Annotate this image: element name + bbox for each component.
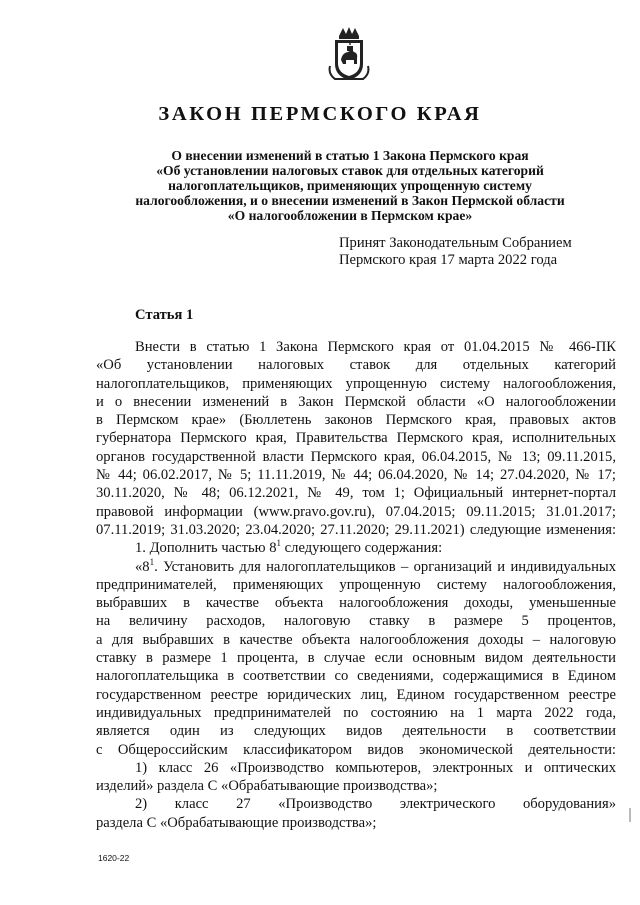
body-line: налогоплательщиков, применяющих упрощенную систему налогообложения, — [96, 375, 616, 392]
body-line: налогоплательщика в соответствии со сведениями, содержащимися в Едином — [96, 668, 616, 685]
subitem-1: 1) класс 26 «Производство компьютеров, электронных и оптических — [135, 759, 616, 776]
article-body — [96, 338, 616, 832]
adoption-note — [339, 235, 572, 269]
item-1-suffix: следующего содержания: — [281, 540, 443, 557]
subtitle-line: «Об установлении налоговых ставок для отдельных категорий — [156, 163, 544, 178]
body-line: раздела C «Обрабатывающие производства»; — [96, 814, 377, 831]
article-heading: Статья 1 — [135, 307, 194, 323]
part-8-text: . Установить для налогоплательщиков – организаций и индивидуальных — [154, 558, 616, 575]
body-line: 30.11.2020, № 48; 06.12.2021, № 49, том 1; Официальный интернет-портал — [96, 485, 616, 502]
item-1-prefix: 1. Дополнить частью 8 — [135, 540, 277, 557]
item-1-superscript: 1 — [276, 538, 282, 549]
body-line: Внести в статью 1 Закона Пермского края от 01.04.2015 № 466-ПК — [135, 339, 616, 355]
body-line: является один из следующих видов деятельности в соответствии — [96, 723, 616, 740]
body-line: предпринимателей, применяющих упрощенную систему налогообложения, — [96, 576, 616, 593]
body-line: органов государственной власти Пермского края, 06.04.2015, № 13; 09.11.2015, — [96, 448, 616, 465]
part-8-1-line — [96, 558, 616, 576]
subtitle-line: «О налогообложении в Пермском крае» — [227, 208, 473, 223]
body-line: а для выбравших в качестве объекта налогообложения доходы – налоговую — [96, 631, 616, 648]
body-line: индивидуальных предпринимателей по состоянию на 1 марта 2022 года, — [96, 704, 616, 721]
body-line: № 44; 06.02.2017, № 5; 11.11.2019, № 44; 06.04.2020, № 14; 27.04.2020, № 17; — [96, 467, 616, 484]
coat-of-arms-icon — [327, 26, 371, 82]
body-line: и о внесении изменений в Закон Пермской области «О налогообложении — [96, 393, 616, 410]
adoption-line-2: Пермского края 17 марта 2022 года — [339, 252, 558, 268]
subtitle-line: налогообложения, и о внесении изменений в Закон Пермской области — [135, 193, 565, 208]
subtitle-line: налогоплательщиков, применяющих упрощенную систему — [168, 178, 532, 193]
body-line: государственном реестре юридических лиц, Едином государственном реестре — [96, 686, 616, 703]
adoption-line-1: Принят Законодательным Собранием — [339, 235, 572, 251]
body-line: ставку в размере 1 процента, в случае если основным видом деятельности — [96, 650, 616, 667]
body-line: губернатора Пермского края, Правительства Пермского края, исполнительных — [96, 430, 616, 447]
part-8-open: «8 — [135, 558, 150, 575]
body-line: изделий» раздела C «Обрабатывающие производства»; — [96, 778, 438, 795]
subtitle-line: О внесении изменений в статью 1 Закона Пермского края — [171, 148, 529, 163]
margin-mark — [629, 808, 631, 822]
document-code: 1620-22 — [98, 853, 130, 863]
part-8-superscript: 1 — [149, 556, 155, 567]
body-line: правовой информации (www.pravo.gov.ru), 07.04.2015; 09.11.2015; 31.01.2017; — [96, 503, 616, 520]
law-subtitle — [70, 148, 630, 223]
subitem-2: 2) класс 27 «Производство электрического оборудования» — [135, 796, 616, 813]
body-line: на величину расходов, налоговую ставку в размере 5 процентов, — [96, 613, 616, 630]
amendment-item-1 — [96, 539, 616, 557]
body-line: «Об установлении налоговых ставок для отдельных категорий — [96, 357, 616, 374]
document-title: ЗАКОН ПЕРМСКОГО КРАЯ — [158, 103, 482, 125]
body-line: выбравших в качестве объекта налогообложения доходы, уменьшенные — [96, 595, 616, 612]
body-line: 07.11.2019; 31.03.2020; 23.04.2020; 27.11.2020; 29.11.2021) следующие изменения: — [96, 521, 616, 538]
body-line: в Пермском крае» (Бюллетень законов Пермского края, правовых актов — [96, 412, 616, 429]
body-line: с Общероссийским классификатором видов экономической деятельности: — [96, 741, 616, 758]
